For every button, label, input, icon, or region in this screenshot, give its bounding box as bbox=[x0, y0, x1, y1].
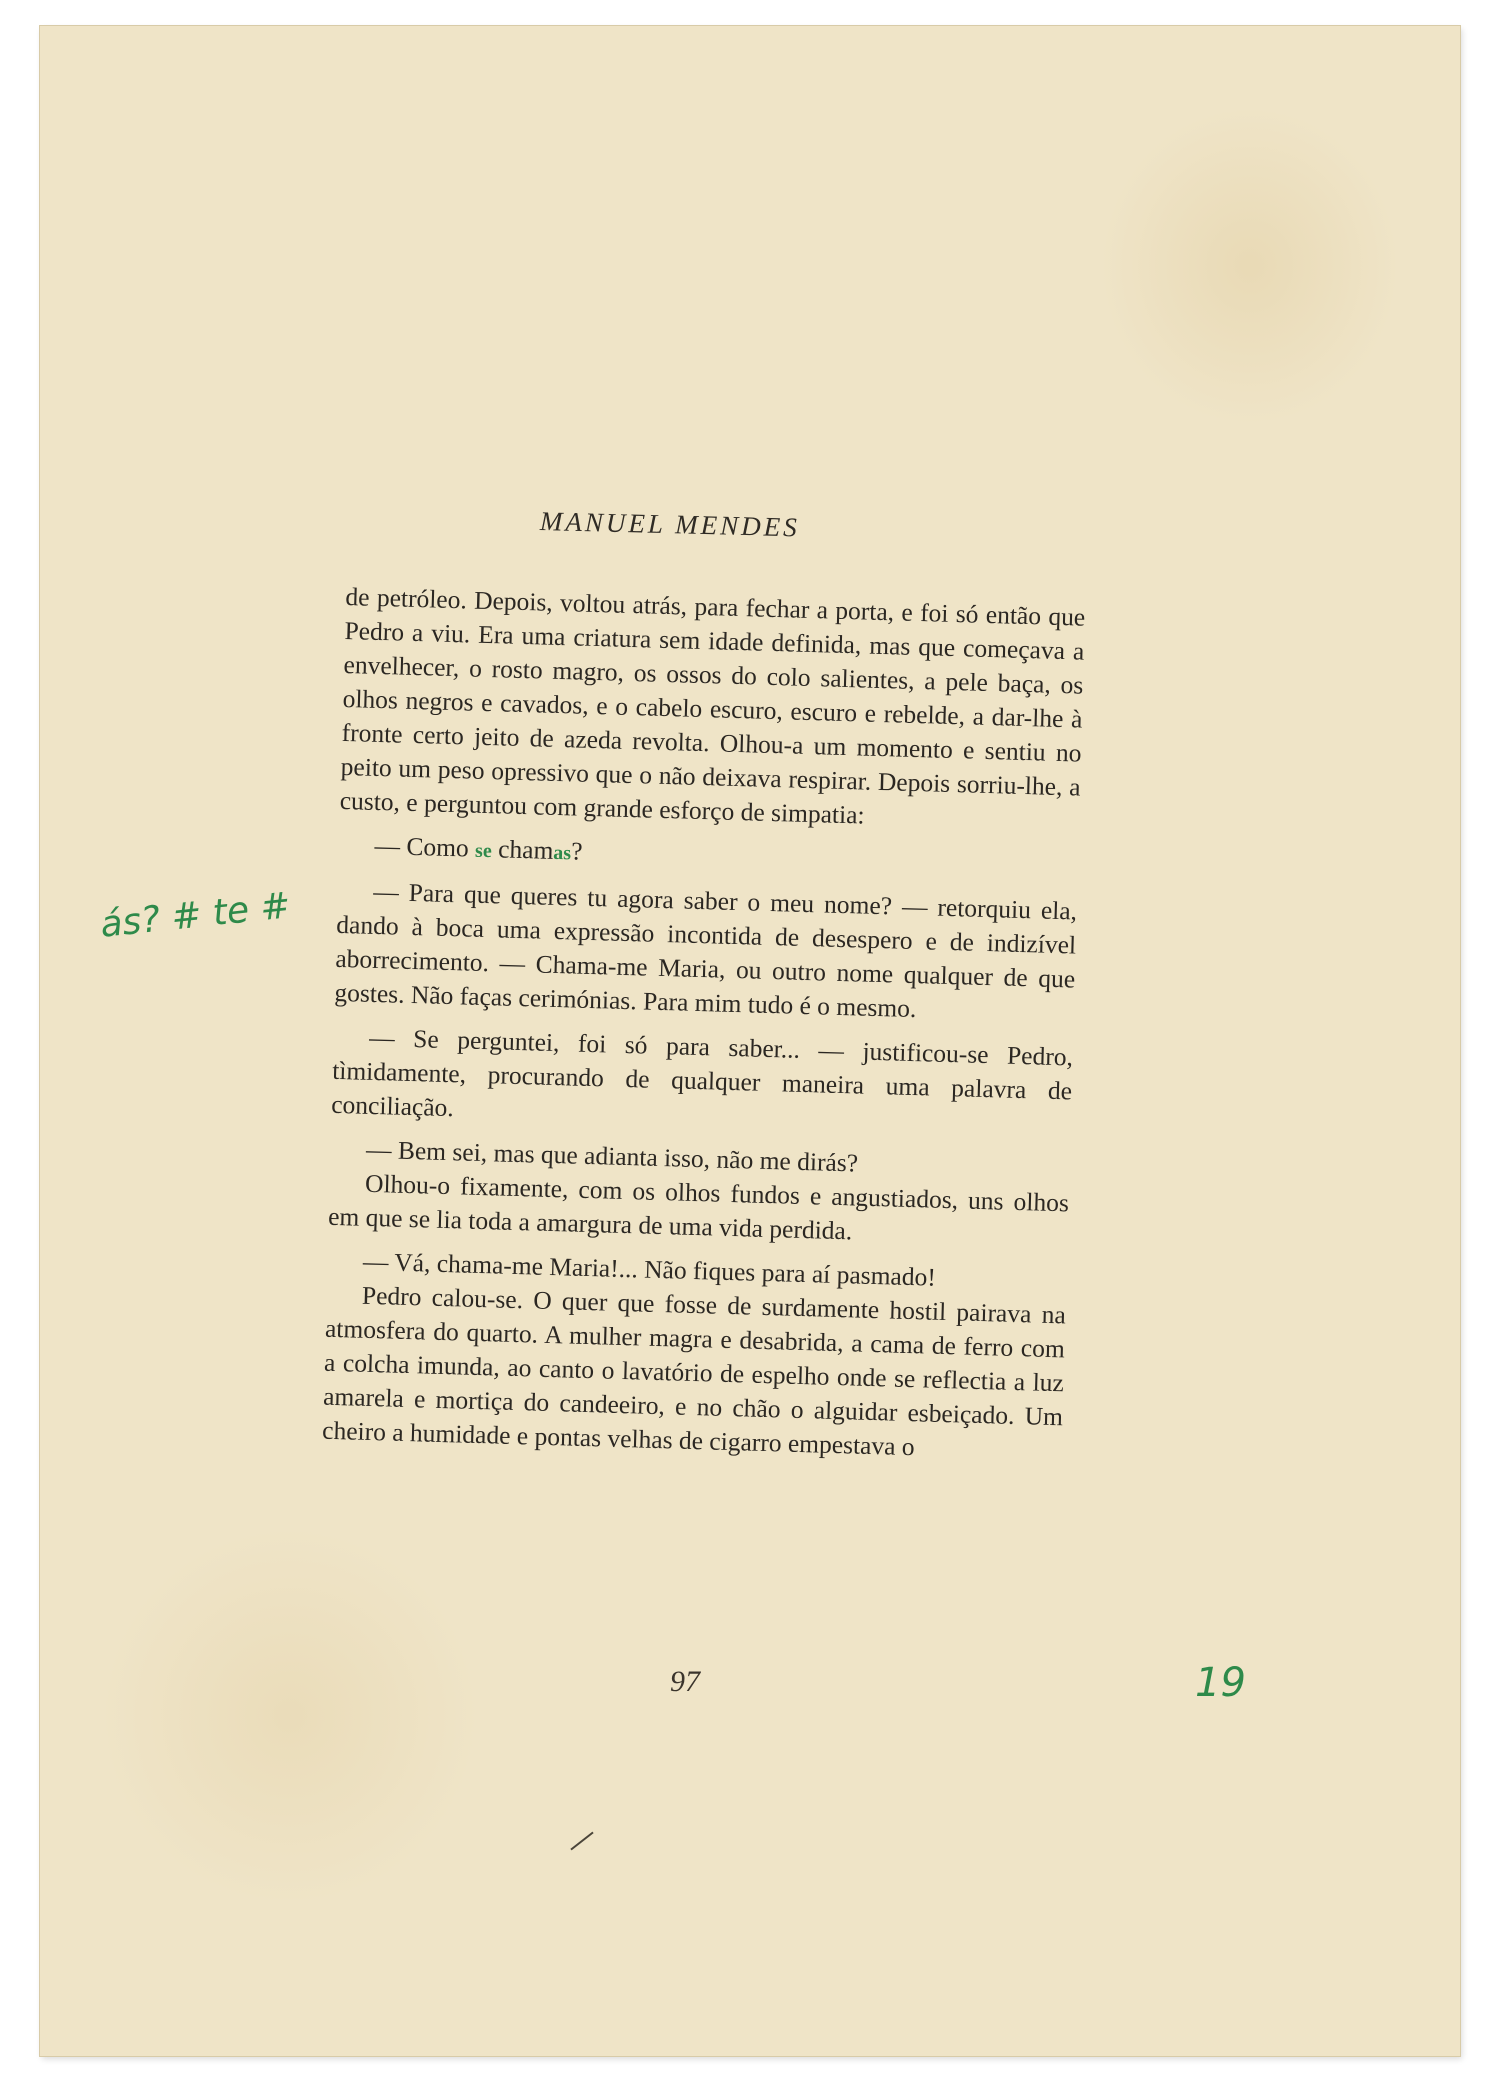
proof-correction-mark: as bbox=[553, 841, 572, 865]
paragraph: — Para que queres tu agora saber o meu nome? — retorquiu ela, dando à boca uma expressão incontida de desespero e de indizível aborrecimento. — Chama-me Maria, ou outro nome qualquer de que gostes. Não faças cerimónias. Para mim tudo é o mesmo. bbox=[334, 876, 1078, 1024]
paragraph: — Vá, chama-me Maria!... Não fiques para aí pasmado! bbox=[362, 1246, 937, 1292]
paper-stain bbox=[100, 1526, 480, 1906]
handwritten-margin-note: ás? # te # bbox=[98, 885, 293, 946]
handwritten-page-number: 19 bbox=[1195, 1660, 1246, 1706]
paragraph: — Se perguntei, foi só para saber... — justificou-se Pedro, tìmidamente, procurando de qualquer maneira uma palavra de conciliação. bbox=[330, 1022, 1074, 1123]
folio-number: 97 bbox=[670, 1665, 700, 1698]
proof-correction-mark: se bbox=[474, 839, 493, 863]
paragraph: de petróleo. Depois, voltou atrás, para fechar a porta, e foi só então que Pedro a viu. Era uma criatura sem idade definida, mas que começava a envelhecer, o rosto magro, os ossos do colo salientes, a pele baça, os olhos negros e cavados, e o cabelo escuro, escuro e rebelde, a dar-lhe à fronte certo jeito de azeda revolta. Olhou-a um momento e sentiu no peito um peso opressivo que o não deixava respirar. Depois sorriu-lhe, a custo, e perguntou com grande esforço de simpatia: bbox=[339, 581, 1086, 830]
body-text bbox=[322, 580, 1086, 1468]
paragraph: — Bem sei, mas que adianta isso, não me dirás? bbox=[365, 1134, 859, 1178]
paragraph: Pedro calou-se. O quer que fosse de surdamente hostil pairava na atmosfera do quarto. A mulher magra e desabrida, a cama de ferro com a colcha imunda, ao canto o lavatório de espelho onde se reflectia a luz amarela e mortiça do candeeiro, e no chão o alguidar esbeiçado. Um cheiro a humidade e pontas velhas de cigarro empestava o bbox=[321, 1280, 1067, 1462]
paragraph-dialogue-question: — Como se chamas? bbox=[374, 830, 583, 866]
paragraph: Olhou-o fixamente, com os olhos fundos e angustiados, uns olhos em que se lia toda a amargura de uma vida perdida. bbox=[327, 1168, 1070, 1246]
running-title: MANUEL MENDES bbox=[539, 506, 801, 543]
paper-stain bbox=[1100, 106, 1400, 426]
